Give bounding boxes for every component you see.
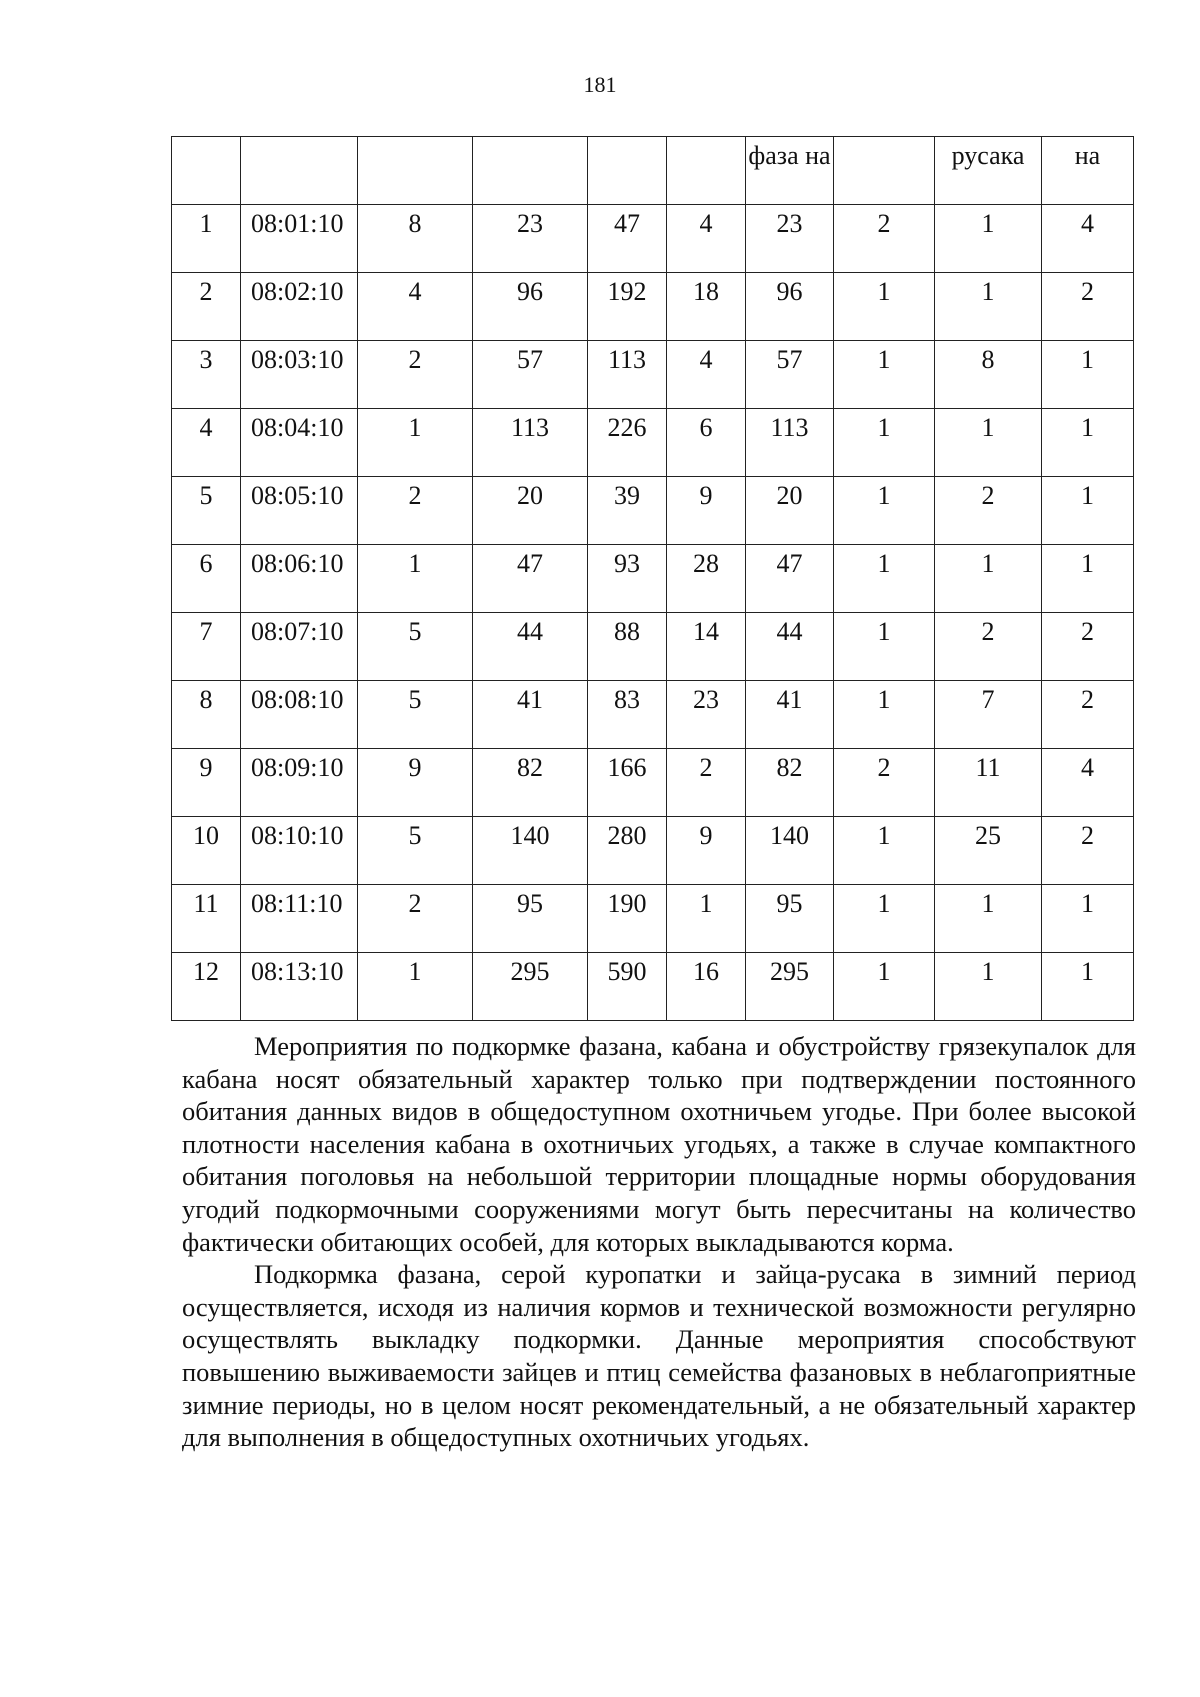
table-cell: русака (935, 137, 1042, 205)
paragraph-1: Мероприятия по подкормке фазана, кабана и обустройству грязекупалок для кабана носят обязательный характер только при подтверждении постоянного обитания данных видов в общедоступном охотничьем угодье. При более высокой плотности населения кабана в охотничьих угодьях, а также в случае компактного обитания поголовья на небольшой территории площадные нормы оборудования угодий подкормочными сооружениями могут быть пересчитаны на количество фактически обитающих особей, для которых выкладываются корма. (182, 1031, 1136, 1257)
table-cell: 4 (667, 205, 746, 273)
table-cell: 6 (172, 545, 241, 613)
table-cell (834, 137, 935, 205)
table-cell: 4 (1042, 749, 1134, 817)
table-cell: 2 (1042, 613, 1134, 681)
table-cell: 1 (172, 205, 241, 273)
table-cell: 08:09:10 (241, 749, 358, 817)
table-cell: 1 (358, 409, 473, 477)
table-cell: 113 (473, 409, 588, 477)
table-cell: 1 (358, 545, 473, 613)
table-cell: 4 (358, 273, 473, 341)
table-row (172, 613, 1134, 681)
table-row (172, 409, 1134, 477)
table-cell: 08:08:10 (241, 681, 358, 749)
table-cell: 1 (1042, 477, 1134, 545)
table-cell: 4 (172, 409, 241, 477)
table-cell: 2 (1042, 681, 1134, 749)
table-cell: 41 (473, 681, 588, 749)
table-cell: 1 (834, 885, 935, 953)
table-cell: 295 (746, 953, 834, 1021)
table-header-row (172, 137, 1134, 205)
table-cell: 20 (473, 477, 588, 545)
table-cell: 08:10:10 (241, 817, 358, 885)
table-row (172, 273, 1134, 341)
table-cell: 1 (834, 817, 935, 885)
table-cell: 1 (834, 681, 935, 749)
table-cell: 1 (834, 953, 935, 1021)
table-cell: 95 (473, 885, 588, 953)
table-cell: 1 (935, 409, 1042, 477)
table-cell: 08:11:10 (241, 885, 358, 953)
table-cell: 590 (588, 953, 667, 1021)
table-cell: фаза на (746, 137, 834, 205)
table-cell: 9 (667, 817, 746, 885)
table-cell: 1 (667, 885, 746, 953)
table-row (172, 885, 1134, 953)
table-cell: 08:06:10 (241, 545, 358, 613)
table-cell: 41 (746, 681, 834, 749)
table-cell: 2 (1042, 817, 1134, 885)
table-cell: 1 (1042, 341, 1134, 409)
table-cell: 140 (746, 817, 834, 885)
table-cell: 44 (473, 613, 588, 681)
table-cell: 10 (172, 817, 241, 885)
table-cell: 8 (935, 341, 1042, 409)
table-cell: 8 (358, 205, 473, 273)
table-cell: 47 (473, 545, 588, 613)
table-cell: 1 (834, 409, 935, 477)
table-cell: 4 (1042, 205, 1134, 273)
table-cell: 2 (172, 273, 241, 341)
table-body (172, 137, 1134, 1021)
table-cell: 5 (358, 817, 473, 885)
table-cell: 8 (172, 681, 241, 749)
table-cell (172, 137, 241, 205)
table-cell: 2 (834, 205, 935, 273)
table-cell: 83 (588, 681, 667, 749)
table-cell (667, 137, 746, 205)
table-cell: 280 (588, 817, 667, 885)
table-cell: 57 (473, 341, 588, 409)
table-cell: 6 (667, 409, 746, 477)
table-cell: 9 (172, 749, 241, 817)
table-cell: 47 (746, 545, 834, 613)
table-cell: 82 (473, 749, 588, 817)
table-cell: 93 (588, 545, 667, 613)
table-row (172, 817, 1134, 885)
table-row (172, 477, 1134, 545)
table-cell: 2 (1042, 273, 1134, 341)
table-cell: 1 (1042, 545, 1134, 613)
table-cell: 12 (172, 953, 241, 1021)
table-cell: 2 (667, 749, 746, 817)
table-cell: 23 (473, 205, 588, 273)
table-cell: 192 (588, 273, 667, 341)
table-cell: 140 (473, 817, 588, 885)
table-cell: 88 (588, 613, 667, 681)
table-cell: 18 (667, 273, 746, 341)
table-cell: 2 (358, 477, 473, 545)
table-cell: 2 (358, 341, 473, 409)
table-cell: 11 (935, 749, 1042, 817)
table-cell: 4 (667, 341, 746, 409)
table-cell: 08:05:10 (241, 477, 358, 545)
table-cell: 2 (834, 749, 935, 817)
table-cell (358, 137, 473, 205)
table-cell: 16 (667, 953, 746, 1021)
table-cell: 39 (588, 477, 667, 545)
table-cell: 166 (588, 749, 667, 817)
table-row (172, 341, 1134, 409)
table-cell: 190 (588, 885, 667, 953)
table-cell: 1 (834, 477, 935, 545)
table-row (172, 545, 1134, 613)
table-cell: 295 (473, 953, 588, 1021)
table-cell: 2 (935, 613, 1042, 681)
table-row (172, 681, 1134, 749)
table-cell: 1 (1042, 409, 1134, 477)
table-cell: 08:01:10 (241, 205, 358, 273)
table-cell: 9 (358, 749, 473, 817)
table-cell: 23 (746, 205, 834, 273)
table-cell: 96 (746, 273, 834, 341)
table-cell: 7 (172, 613, 241, 681)
table-cell: 1 (1042, 953, 1134, 1021)
table-cell: 08:03:10 (241, 341, 358, 409)
paragraph-2: Подкормка фазана, серой куропатки и зайца-русака в зимний период осуществляется, исходя из наличия кормов и технической возможности регулярно осуществлять выкладку подкормки. Данные мероприятия способствуют повышению выживаемости зайцев и птиц семейства фазановых в неблагоприятные зимние периоды, но в целом носят рекомендательный, а не обязательный характер для выполнения в общедоступных охотничьих угодьях. (182, 1259, 1136, 1453)
table-cell: 1 (358, 953, 473, 1021)
table-cell: 1 (935, 273, 1042, 341)
table-cell: 1 (935, 953, 1042, 1021)
table-row (172, 205, 1134, 273)
table-cell: 1 (834, 613, 935, 681)
table-cell: 11 (172, 885, 241, 953)
table-cell: 96 (473, 273, 588, 341)
page-number: 181 (583, 72, 617, 97)
table-cell: 9 (667, 477, 746, 545)
table-cell (588, 137, 667, 205)
table-cell: 47 (588, 205, 667, 273)
table-cell (241, 137, 358, 205)
table-cell: 20 (746, 477, 834, 545)
table-cell: на (1042, 137, 1134, 205)
table-cell: 08:04:10 (241, 409, 358, 477)
table-cell: 113 (746, 409, 834, 477)
table-cell: 1 (935, 885, 1042, 953)
table-cell: 7 (935, 681, 1042, 749)
table-cell: 25 (935, 817, 1042, 885)
data-table (171, 136, 1134, 1021)
table-cell: 226 (588, 409, 667, 477)
table-cell: 14 (667, 613, 746, 681)
table-cell: 1 (834, 545, 935, 613)
table-cell: 2 (935, 477, 1042, 545)
table-cell: 44 (746, 613, 834, 681)
table-cell: 1 (834, 341, 935, 409)
table-cell: 2 (358, 885, 473, 953)
table-cell: 5 (358, 613, 473, 681)
table-cell: 23 (667, 681, 746, 749)
table-cell: 28 (667, 545, 746, 613)
table-row (172, 953, 1134, 1021)
body-text (182, 1030, 1136, 1454)
table-cell: 95 (746, 885, 834, 953)
table-cell: 08:07:10 (241, 613, 358, 681)
table-row (172, 749, 1134, 817)
table-cell: 3 (172, 341, 241, 409)
table-cell: 08:02:10 (241, 273, 358, 341)
table-cell: 5 (172, 477, 241, 545)
table-cell (473, 137, 588, 205)
table-cell: 57 (746, 341, 834, 409)
table-cell: 1 (935, 205, 1042, 273)
table-cell: 1 (935, 545, 1042, 613)
table-cell: 113 (588, 341, 667, 409)
table-cell: 5 (358, 681, 473, 749)
table-cell: 1 (834, 273, 935, 341)
table-cell: 82 (746, 749, 834, 817)
table-cell: 08:13:10 (241, 953, 358, 1021)
table-cell: 1 (1042, 885, 1134, 953)
